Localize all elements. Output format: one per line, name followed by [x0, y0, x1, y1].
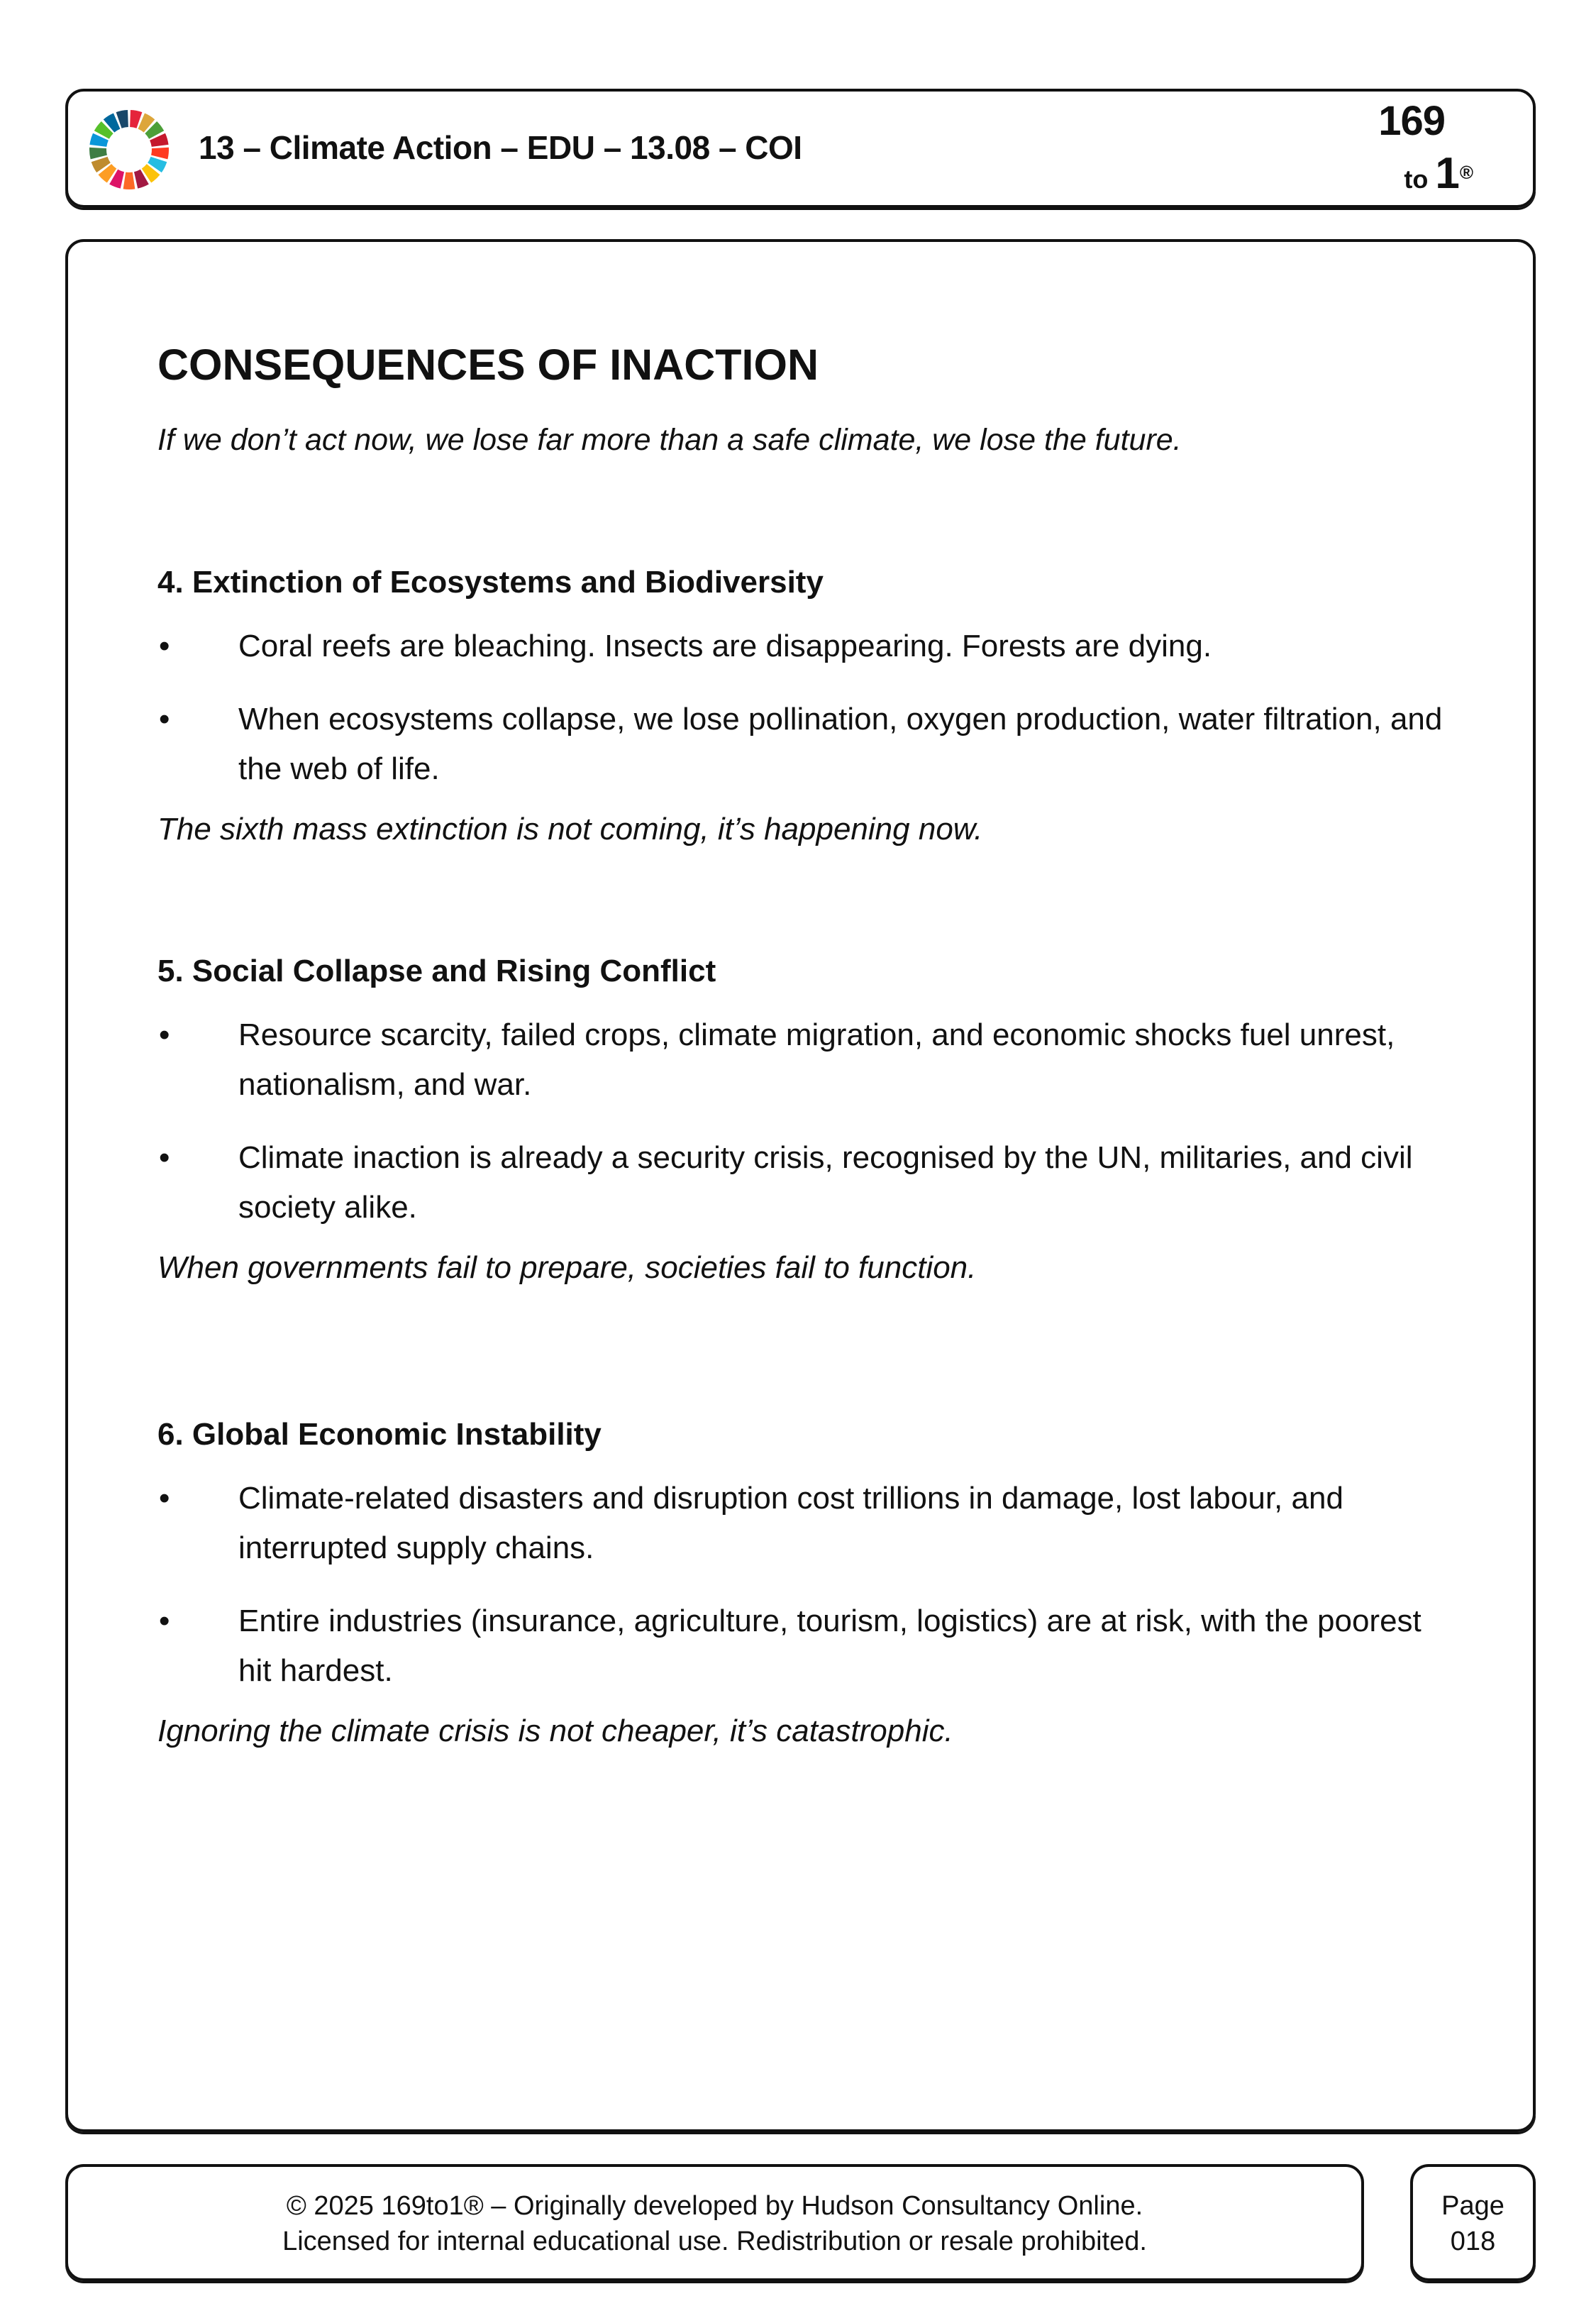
logo-segment — [151, 148, 169, 160]
list-item-text: Climate inaction is already a security crisis, recognised by the UN, militaries, and civil society alike. — [238, 1140, 1413, 1225]
list-item — [157, 1133, 1448, 1232]
list-item — [157, 695, 1448, 794]
list-item — [157, 1474, 1448, 1573]
section-ecosystems — [157, 565, 1448, 854]
brand-one-text: 1 — [1435, 149, 1460, 198]
list-item — [157, 1596, 1448, 1696]
page-tagline: If we don’t act now, we lose far more than a safe climate, we lose the future. — [157, 423, 1182, 457]
bullet-icon: • — [159, 1604, 170, 1638]
footer-copyright — [65, 2164, 1364, 2281]
header-bar — [65, 89, 1536, 208]
list-item-text: When ecosystems collapse, we lose pollination, oxygen production, water filtration, and the web of life. — [238, 702, 1443, 786]
list-item-text: Coral reefs are bleaching. Insects are disappearing. Forests are dying. — [238, 629, 1212, 663]
bullet-list — [157, 1010, 1448, 1232]
bullet-icon: • — [159, 1140, 170, 1175]
content-panel — [65, 239, 1536, 2132]
sdg-wheel-logo-icon — [87, 107, 172, 192]
bullet-list — [157, 622, 1448, 794]
brand-registered-mark: ® — [1459, 162, 1473, 183]
section-social-collapse — [157, 954, 1448, 1293]
section-note: The sixth mass extinction is not coming, it’s happening now. — [157, 812, 983, 846]
brand-logo-number: 169 — [1378, 98, 1445, 144]
list-item — [157, 1010, 1448, 1110]
section-heading: 5. Social Collapse and Rising Conflict — [157, 954, 716, 988]
section-note: When governments fail to prepare, societies fail to function. — [157, 1250, 977, 1285]
section-economic-instability — [157, 1417, 1448, 1756]
bullet-icon: • — [159, 1017, 170, 1052]
footer-line-2: Licensed for internal educational use. Redistribution or resale prohibited. — [282, 2227, 1147, 2256]
bullet-icon: • — [159, 1481, 170, 1516]
page-label: Page — [1441, 2191, 1504, 2221]
footer-line-1: © 2025 169to1® – Originally developed by Hudson Consultancy Online. — [286, 2191, 1143, 2221]
list-item — [157, 622, 1448, 671]
page-title: CONSEQUENCES OF INACTION — [157, 341, 819, 389]
section-note: Ignoring the climate crisis is not cheaper, it’s catastrophic. — [157, 1714, 953, 1748]
bullet-icon: • — [159, 629, 170, 663]
list-item-text: Resource scarcity, failed crops, climate migration, and economic shocks fuel unrest, nationalism, and war. — [238, 1017, 1395, 1102]
logo-segment — [89, 148, 107, 160]
page-number-box — [1410, 2164, 1536, 2281]
list-item-text: Climate-related disasters and disruption cost trillions in damage, lost labour, and interrupted supply chains. — [238, 1481, 1343, 1565]
brand-to-text: to — [1404, 165, 1429, 194]
document-code: 13 – Climate Action – EDU – 13.08 – COI — [199, 129, 802, 166]
page-number: 018 — [1450, 2227, 1496, 2256]
brand-logo-to — [1404, 148, 1473, 199]
logo-segment — [123, 172, 135, 189]
bullet-icon: • — [159, 702, 170, 737]
section-heading: 4. Extinction of Ecosystems and Biodiversity — [157, 565, 824, 600]
bullet-list — [157, 1474, 1448, 1696]
section-heading: 6. Global Economic Instability — [157, 1417, 602, 1452]
list-item-text: Entire industries (insurance, agriculture, tourism, logistics) are at risk, with the poorest hit hardest. — [238, 1604, 1422, 1688]
